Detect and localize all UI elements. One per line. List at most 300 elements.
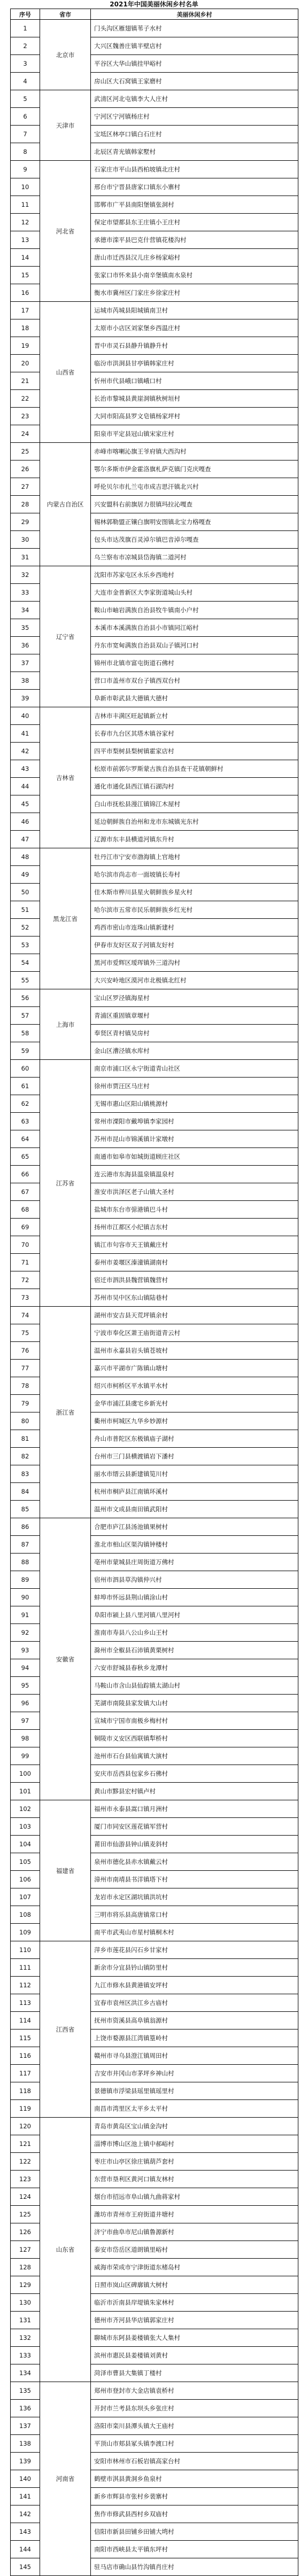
row-number: 95 [11,1677,40,1695]
row-number: 43 [11,760,40,778]
row-number: 60 [11,1060,40,1078]
row-number: 11 [11,196,40,214]
village-name: 宜春市袁州区洪江乡古庙村 [91,1994,298,2012]
village-name: 东营市垦利区黄河口镇友林村 [91,2171,298,2188]
row-number: 21 [11,372,40,390]
village-name: 白山市抚松县漫江镇锦江木屋村 [91,795,298,813]
village-name: 吉林市丰满区旺起镇新立村 [91,707,298,725]
village-name: 宿迁市泗洪县魏营镇魏营村 [91,1271,298,1289]
row-number: 45 [11,795,40,813]
row-number: 62 [11,1095,40,1113]
village-name: 宁河区宁河镇杨庄村 [91,108,298,126]
village-name: 鄂尔多斯市伊金霍洛旗札萨克镇门克庆嘎查 [91,460,298,478]
village-name: 常州市溧阳市戴埠镇李家园村 [91,1113,298,1130]
village-name: 鞍山市岫岩满族自治县牧牛镇南小户村 [91,602,298,619]
village-name: 呼伦贝尔市扎兰屯市成吉思汗镇北兴村 [91,478,298,496]
row-number: 85 [11,1501,40,1518]
row-number: 1 [11,20,40,37]
village-name: 淮北市相山区渠沟镇钟楼村 [91,1536,298,1554]
row-number: 96 [11,1695,40,1712]
village-name: 宿州市泗县草沟镇仲兴村 [91,1571,298,1589]
village-name: 房山区大石窝镇王家磨村 [91,73,298,90]
village-name: 辽源市东丰县横道河镇东升村 [91,831,298,848]
province-cell: 内蒙古自治区 [40,443,91,566]
row-number: 3 [11,55,40,73]
row-number: 113 [11,1994,40,2012]
table-row [11,20,298,37]
village-name: 连云港市东海县温泉镇温泉村 [91,1166,298,1183]
village-name: 大连市金普新区大李家街道城山头村 [91,584,298,602]
village-name: 保定市望都县东王庄镇小王庄村 [91,214,298,231]
table-row [11,161,298,178]
row-number: 74 [11,1307,40,1324]
village-name: 漳州市南靖县书洋镇塔下村 [91,1871,298,1888]
village-name: 日照市岚山区碑廓镇大树村 [91,2276,298,2294]
village-name: 舟山市普陀区东极镇庙子湖村 [91,1430,298,1448]
row-number: 92 [11,1624,40,1642]
row-number: 67 [11,1183,40,1201]
village-name: 安庆市岳西县包家乡石佛村 [91,1765,298,1783]
village-name: 南昌市湾里区太平乡太平村 [91,2100,298,2118]
village-name: 武清区河北屯镇李大人庄村 [91,90,298,108]
table-row [11,443,298,460]
row-number: 79 [11,1395,40,1412]
table-row [11,2382,298,2400]
row-number: 38 [11,672,40,690]
village-name: 福州市永泰县嵩口镇月洲村 [91,1800,298,1818]
header-village: 美丽休闲乡村 [91,9,298,20]
village-name: 平顶山市郏县冢头镇李渡口村 [91,2435,298,2453]
row-number: 53 [11,936,40,954]
row-number: 57 [11,1007,40,1025]
village-name: 宣城市宁国市南极乡梅村村 [91,1712,298,1730]
village-name: 淄博市博山区池上镇中郝峪村 [91,2135,298,2153]
row-number: 24 [11,425,40,443]
row-number: 120 [11,2118,40,2135]
row-number: 140 [11,2470,40,2488]
row-number: 137 [11,2417,40,2435]
row-number: 76 [11,1342,40,1360]
table-row [11,302,298,319]
village-name: 烟台市招远市阜山镇九曲蒋家村 [91,2188,298,2206]
row-number: 108 [11,1906,40,1924]
village-name: 亳州市蒙城县庄周街道万佛村 [91,1554,298,1571]
village-name: 枣庄市山亭区徐庄镇葫芦套村 [91,2153,298,2171]
row-number: 141 [11,2488,40,2505]
village-name: 苏州市昆山市锦溪镇计家墩村 [91,1130,298,1148]
village-name: 锡林郭勒盟正镶白旗明安图镇北宝力格嘎查 [91,513,298,531]
village-name: 鹤壁市淇县黄洞乡鱼泉村 [91,2470,298,2488]
village-name: 丽水市缙云县新建镇笕川村 [91,1465,298,1483]
village-name: 青岛市黄岛区宝山镇金沟村 [91,2118,298,2135]
village-name: 鸡西市密山市连珠山镇新建村 [91,919,298,936]
village-name: 泉州市德化县赤水镇戴云村 [91,1853,298,1871]
village-name: 德州市齐河县华店镇郭家庄村 [91,2312,298,2329]
village-name: 泰安市岱岳区道朗镇里峪村 [91,2241,298,2259]
village-name: 邢台市宁晋县唐家口镇东小寨村 [91,178,298,196]
village-name: 焦作市修武县西村乡双庙村 [91,2505,298,2523]
row-number: 19 [11,337,40,355]
row-number: 117 [11,2065,40,2082]
village-name: 青浦区重固镇章堰村 [91,1007,298,1025]
row-number: 138 [11,2435,40,2453]
village-name: 驻马店市确山县竹沟镇肖庄村 [91,2558,298,2576]
row-number: 73 [11,1289,40,1307]
row-number: 97 [11,1712,40,1730]
row-number: 127 [11,2241,40,2259]
row-number: 109 [11,1924,40,1941]
village-name: 唐山市迁西县汉儿庄乡杨家峪村 [91,249,298,267]
row-number: 48 [11,848,40,866]
row-number: 64 [11,1130,40,1148]
row-number: 33 [11,584,40,602]
village-name: 大兴区魏善庄镇半壁店村 [91,37,298,55]
row-number: 102 [11,1800,40,1818]
village-name: 铜陵市义安区西联镇犁桥村 [91,1730,298,1747]
village-name: 滨州市惠民县姜楼镇刘黄村 [91,2347,298,2364]
village-name: 上饶市婺源县江湾镇篁岭村 [91,2029,298,2047]
row-number: 54 [11,954,40,972]
row-number: 118 [11,2082,40,2100]
row-number: 8 [11,143,40,161]
table-row [11,1060,298,1078]
row-number: 106 [11,1871,40,1888]
village-name: 长治市黎城县黄崖洞镇秋树垣村 [91,390,298,408]
row-number: 77 [11,1360,40,1377]
province-cell: 天津市 [40,90,91,161]
row-number: 91 [11,1606,40,1624]
row-number: 129 [11,2276,40,2294]
village-name: 抚州市资溪县高阜镇翁源村 [91,2012,298,2029]
village-table [10,9,298,2576]
province-cell: 福建省 [40,1800,91,1941]
village-name: 无锡市惠山区阳山镇桃源村 [91,1095,298,1113]
village-name: 忻州市代县峨口镇峨口村 [91,372,298,390]
village-name: 大兴安岭地区漠河市北极镇北红村 [91,972,298,989]
village-name: 包头市达茂旗百灵淖尔镇巴音淖尔嘎查 [91,531,298,549]
row-number: 23 [11,408,40,425]
village-name: 阜新市彰武县大德镇大德村 [91,690,298,707]
village-name: 三明市将乐县高唐镇常口村 [91,1906,298,1924]
row-number: 132 [11,2329,40,2347]
village-name: 湖州市安吉县天荒坪镇余村 [91,1307,298,1324]
village-name: 徐州市贾汪区马庄村 [91,1078,298,1095]
village-name: 九江市修水县黄港镇安坪村 [91,1977,298,1994]
table-row [11,90,298,108]
village-name: 阜阳市颍上县八里河镇八里河村 [91,1606,298,1624]
row-number: 99 [11,1747,40,1765]
row-number: 22 [11,390,40,408]
row-number: 17 [11,302,40,319]
table-row [11,1307,298,1324]
row-number: 27 [11,478,40,496]
row-number: 144 [11,2541,40,2558]
village-name: 张家口市怀来县小南辛堡镇南水泉村 [91,267,298,284]
row-number: 14 [11,249,40,267]
row-number: 82 [11,1448,40,1465]
village-name: 金华市浦江县虞宅乡新光村 [91,1395,298,1412]
row-number: 78 [11,1377,40,1395]
province-cell: 山东省 [40,2118,91,2382]
village-name: 台州市三门县横渡镇岩下潘村 [91,1448,298,1465]
village-name: 合肥市庐江县汤池镇果树村 [91,1518,298,1536]
village-name: 黑河市爱辉区瑷珲镇外三道沟村 [91,954,298,972]
row-number: 94 [11,1659,40,1677]
village-name: 聊城市东阿县姜楼镇张大人集村 [91,2329,298,2347]
village-name: 蚌埠市怀远县荆山镇涂山村 [91,1589,298,1606]
row-number: 72 [11,1271,40,1289]
village-name: 运城市芮城县阳城镇南卫村 [91,302,298,319]
row-number: 139 [11,2453,40,2470]
village-name: 长春市九台区其塔木镇谷家村 [91,725,298,743]
province-cell: 浙江省 [40,1307,91,1518]
row-number: 6 [11,108,40,126]
village-name: 大同市阳高县罗文皂镇杨家坪村 [91,408,298,425]
row-number: 122 [11,2153,40,2171]
row-number: 65 [11,1148,40,1166]
row-number: 80 [11,1412,40,1430]
village-name: 威海市荣成市宁津街道东楮岛村 [91,2259,298,2276]
village-name: 萍乡市莲花县闪石乡甘家村 [91,1941,298,1959]
village-name: 衢州市柯城区九华乡妙源村 [91,1412,298,1430]
village-name: 阳泉市平定县冠山镇宋家庄村 [91,425,298,443]
village-name: 哈尔滨市尚志市一面坡镇长寿村 [91,866,298,884]
row-number: 12 [11,214,40,231]
row-number: 4 [11,73,40,90]
row-number: 89 [11,1571,40,1589]
row-number: 124 [11,2188,40,2206]
row-number: 70 [11,1236,40,1254]
row-number: 98 [11,1730,40,1747]
village-name: 龙岩市永定区湖坑镇洪坑村 [91,1888,298,1906]
village-name: 松原市前郭尔罗斯蒙古族自治县查干花镇朝鲜村 [91,760,298,778]
table-row [11,848,298,866]
table-title: 2021年中国美丽休闲乡村名单 [110,1,198,8]
village-name: 宝坻区林亭口镇白石庄村 [91,126,298,143]
village-name: 哈尔滨市五常市民乐朝鲜族乡红光村 [91,901,298,919]
row-number: 5 [11,90,40,108]
row-number: 55 [11,972,40,989]
row-number: 51 [11,901,40,919]
village-name: 泰州市姜堰区溱潼镇湖南村 [91,1254,298,1271]
village-name: 金山区漕泾镇水库村 [91,1042,298,1060]
row-number: 15 [11,267,40,284]
village-name: 本溪市本溪满族自治县小市镇同江峪村 [91,619,298,637]
village-name: 邯郸市广平县南阳堡镇张洞村 [91,196,298,214]
village-name: 赤峰市喀喇沁旗王爷府镇大西沟村 [91,443,298,460]
village-name: 宝山区罗泾镇海星村 [91,989,298,1007]
row-number: 46 [11,813,40,831]
village-name: 锦州市北镇市富屯街道石佛村 [91,654,298,672]
village-name: 黄山市黟县宏村镇卢村 [91,1783,298,1800]
table-body [11,20,298,2576]
row-number: 28 [11,496,40,513]
row-number: 50 [11,884,40,901]
village-name: 沈阳市苏家屯区永乐乡西地村 [91,566,298,584]
table-row [11,1941,298,1959]
row-number: 30 [11,531,40,549]
row-number: 133 [11,2347,40,2364]
row-number: 121 [11,2135,40,2153]
row-number: 143 [11,2523,40,2541]
row-number: 7 [11,126,40,143]
village-name: 苏州市吴中区东山镇陆巷村 [91,1289,298,1307]
row-number: 134 [11,2364,40,2382]
village-name: 营口市盖州市双台子镇西双台村 [91,672,298,690]
village-name: 丹东市宽甸满族自治县双山子镇河口村 [91,637,298,654]
village-name: 门头沟区雁翅镇苇子水村 [91,20,298,37]
village-name: 温州市文成县南田镇武阳村 [91,1501,298,1518]
row-number: 49 [11,866,40,884]
row-number: 56 [11,989,40,1007]
row-number: 2 [11,37,40,55]
village-name: 通化市通化县西江镇石湖沟村 [91,778,298,795]
table-row [11,1800,298,1818]
row-number: 44 [11,778,40,795]
row-number: 115 [11,2029,40,2047]
row-number: 130 [11,2294,40,2312]
row-number: 10 [11,178,40,196]
village-name: 扬州市江都区小纪镇吉东村 [91,1219,298,1236]
row-number: 114 [11,2012,40,2029]
row-number: 116 [11,2047,40,2065]
row-number: 68 [11,1201,40,1219]
row-number: 88 [11,1554,40,1571]
header-province: 省市 [40,9,91,20]
village-name: 菏泽市曹县大集镇丁楼村 [91,2364,298,2382]
row-number: 126 [11,2223,40,2241]
header-seq: 序号 [11,9,40,20]
row-number: 40 [11,707,40,725]
village-name: 吉安市井冈山市茅坪乡神山村 [91,2065,298,2082]
village-name: 六安市舒城县春秋乡龙潭村 [91,1659,298,1677]
village-name: 淮南市寿县八公山乡山王村 [91,1624,298,1642]
row-number: 13 [11,231,40,249]
row-number: 59 [11,1042,40,1060]
province-cell: 江西省 [40,1941,91,2118]
row-number: 35 [11,619,40,637]
table-row [11,989,298,1007]
village-name: 镇江市句容市天王镇戴庄村 [91,1236,298,1254]
village-name: 池州市石台县仙寓镇大演村 [91,1747,298,1765]
row-number: 37 [11,654,40,672]
village-name: 石家庄市平山县西柏坡镇北庄村 [91,161,298,178]
village-name: 牡丹江市宁安市渤海镇上官地村 [91,848,298,866]
row-number: 110 [11,1941,40,1959]
row-number: 32 [11,566,40,584]
village-name: 开封市兰考县东坝头乡张庄村 [91,2400,298,2417]
row-number: 34 [11,602,40,619]
province-cell: 山西省 [40,302,91,443]
village-name: 赣州市寻乌县澄江镇周田村 [91,2047,298,2065]
row-number: 136 [11,2400,40,2417]
row-number: 39 [11,690,40,707]
row-number: 36 [11,637,40,654]
village-name: 四平市梨树县梨树镇霍家店村 [91,743,298,760]
village-name: 杭州市桐庐县江南镇环溪村 [91,1483,298,1501]
village-name: 南京市浦口区永宁街道青山社区 [91,1060,298,1078]
village-name: 芜湖市南陵县家发镇大山村 [91,1695,298,1712]
row-number: 103 [11,1818,40,1836]
row-number: 90 [11,1589,40,1606]
row-number: 83 [11,1465,40,1483]
row-number: 66 [11,1166,40,1183]
row-number: 71 [11,1254,40,1271]
province-cell: 黑龙江省 [40,848,91,989]
village-name: 厦门市同安区莲花镇军营村 [91,1818,298,1836]
village-name: 南阳市西峡县太平镇东坪村 [91,2541,298,2558]
village-name: 兴安盟科右前旗居力很镇玛拉沁嘎查 [91,496,298,513]
village-name: 奉贤区青村镇吴房村 [91,1025,298,1042]
row-number: 128 [11,2259,40,2276]
village-name: 平谷区大华山镇挂甲峪村 [91,55,298,73]
village-name: 南平市武夷山市星村镇桐木村 [91,1924,298,1941]
village-name: 马鞍山市含山县仙踪镇太湖山村 [91,1677,298,1695]
row-number: 47 [11,831,40,848]
village-name: 临汾市洪洞县甘亭镇韩家庄村 [91,355,298,372]
village-name: 洛阳市栾川县潭头镇大王庙村 [91,2417,298,2435]
row-number: 119 [11,2100,40,2118]
row-number: 87 [11,1536,40,1554]
row-number: 16 [11,284,40,302]
village-name: 新余市分宜县钤山镇防里村 [91,1959,298,1977]
province-cell: 吉林省 [40,707,91,848]
village-name: 乌兰察布市凉城县岱海镇二道河村 [91,549,298,566]
village-name: 安阳市林州市石板岩镇高家台村 [91,2453,298,2470]
province-cell: 河南省 [40,2382,91,2576]
village-name: 郑州市登封市大金店镇袁桥村 [91,2382,298,2400]
village-name: 伊春市友好区双子河镇友好村 [91,936,298,954]
village-name: 潍坊市青州市王府街道井塘村 [91,2206,298,2223]
village-name: 绍兴市柯桥区平水镇平水村 [91,1377,298,1395]
table-row [11,2118,298,2135]
province-cell: 上海市 [40,989,91,1060]
village-name: 信阳市新县田铺乡田铺大塆村 [91,2523,298,2541]
table-row [11,1518,298,1536]
row-number: 9 [11,161,40,178]
province-cell: 北京市 [40,20,91,90]
row-number: 29 [11,513,40,531]
province-cell: 安徽省 [40,1518,91,1800]
row-number: 135 [11,2382,40,2400]
row-number: 41 [11,725,40,743]
village-name: 北辰区青光镇韩家墅村 [91,143,298,161]
village-name: 滁州市全椒县石沛镇黄栗树村 [91,1642,298,1659]
row-number: 63 [11,1113,40,1130]
row-number: 25 [11,443,40,460]
row-number: 111 [11,1959,40,1977]
village-name: 临沂市沂南县岸堤镇朱家林村 [91,2294,298,2312]
row-number: 26 [11,460,40,478]
village-name: 南通市如皋市如城街道顾庄社区 [91,1148,298,1166]
row-number: 125 [11,2206,40,2223]
table-row [11,566,298,584]
province-cell: 辽宁省 [40,566,91,707]
village-name: 衡水市冀州区门家庄乡徐家庄村 [91,284,298,302]
row-number: 86 [11,1518,40,1536]
row-number: 81 [11,1430,40,1448]
village-name: 济宁市曲阜市尼山镇鲁源新村 [91,2223,298,2241]
row-number: 107 [11,1888,40,1906]
row-number: 145 [11,2558,40,2576]
row-number: 58 [11,1025,40,1042]
row-number: 104 [11,1836,40,1853]
table-header-row [11,9,298,20]
village-name: 延边朝鲜族自治州和龙市东城镇光东村 [91,813,298,831]
village-name: 新乡市辉县市张村乡裴寨村 [91,2488,298,2505]
village-name: 温州市永嘉县岩头镇苍坡村 [91,1342,298,1360]
row-number: 18 [11,319,40,337]
